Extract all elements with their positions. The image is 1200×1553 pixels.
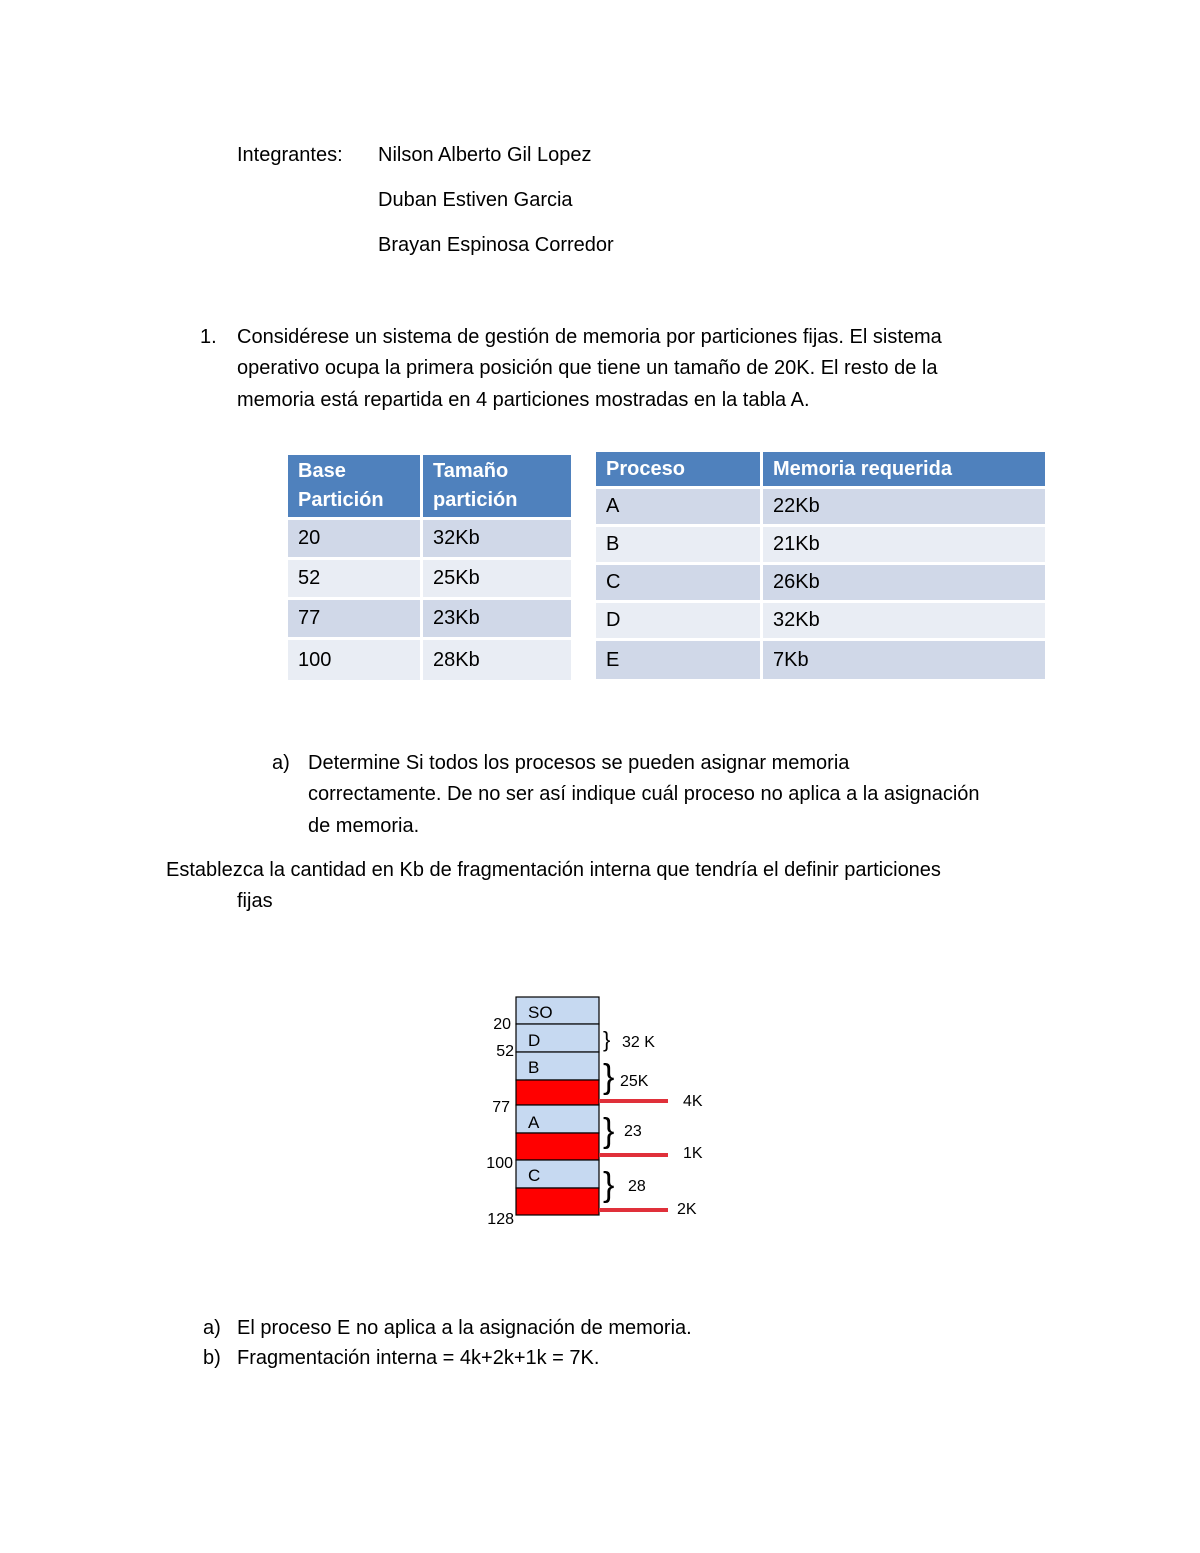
question-number: 1. — [200, 326, 217, 348]
fragment-block — [516, 1188, 599, 1215]
table-row — [596, 565, 1045, 603]
table-cell: 25Kb — [423, 560, 571, 600]
table-cell: 100 — [288, 640, 423, 680]
table-cell: 21Kb — [763, 527, 1045, 565]
address-label: 100 — [486, 1155, 513, 1172]
table-cell: 22Kb — [763, 489, 1045, 527]
question-text-line: operativo ocupa la primera posición que tiene un tamaño de 20K. El resto de la — [237, 357, 938, 379]
block-label: SO — [528, 1003, 553, 1022]
table-cell: D — [596, 603, 763, 641]
brace-label: 25K — [620, 1073, 649, 1090]
fragment-block — [516, 1080, 599, 1105]
subquestion-text-line: Determine Si todos los procesos se pueden asignar memoria — [308, 752, 850, 774]
answer-marker: b) — [203, 1347, 221, 1369]
table-cell: 32Kb — [423, 520, 571, 560]
column-header: Base Partición — [288, 455, 423, 520]
table-cell: 77 — [288, 600, 423, 640]
table-row — [288, 640, 571, 680]
table-row — [288, 600, 571, 640]
column-header: Memoria requerida — [763, 452, 1045, 489]
question-text-line: memoria está repartida en 4 particiones mostradas en la tabla A. — [237, 389, 810, 411]
table-row — [596, 641, 1045, 679]
table-cell: 28Kb — [423, 640, 571, 680]
subquestion-text-line: correctamente. De no ser así indique cuál proceso no aplica a la asignación — [308, 783, 980, 805]
brace-label: 28 — [628, 1178, 646, 1195]
table-cell: A — [596, 489, 763, 527]
subquestion-text-line: Establezca la cantidad en Kb de fragmentación interna que tendría el definir particiones — [166, 859, 941, 881]
table-row — [288, 520, 571, 560]
table-cell: 26Kb — [763, 565, 1045, 603]
table-cell: C — [596, 565, 763, 603]
address-label: 128 — [487, 1211, 514, 1228]
table-row — [596, 603, 1045, 641]
brace-label: 23 — [624, 1123, 642, 1140]
memory-diagram — [470, 985, 730, 1235]
partitions-table — [288, 455, 571, 680]
brace-icon: } — [603, 1058, 615, 1096]
table-cell: 52 — [288, 560, 423, 600]
table-cell: B — [596, 527, 763, 565]
processes-table — [596, 452, 1045, 679]
table-cell: 23Kb — [423, 600, 571, 640]
block-label: B — [528, 1058, 540, 1077]
fragment-label: 1K — [683, 1145, 703, 1162]
address-label: 77 — [492, 1099, 510, 1116]
brace-icon: } — [603, 1166, 615, 1204]
column-header: Tamaño partición — [423, 455, 571, 520]
subquestion-text-line: fijas — [237, 890, 273, 912]
block-label: C — [528, 1166, 541, 1185]
table-row — [288, 560, 571, 600]
address-label: 52 — [496, 1043, 514, 1060]
subquestion-text-line: de memoria. — [308, 815, 420, 837]
brace-icon: } — [603, 1027, 611, 1052]
fragment-label: 2K — [677, 1201, 697, 1218]
answer-marker: a) — [203, 1317, 221, 1339]
address-label: 20 — [493, 1016, 511, 1033]
fragment-block — [516, 1133, 599, 1160]
member-name: Nilson Alberto Gil Lopez — [378, 144, 592, 166]
table-cell: 32Kb — [763, 603, 1045, 641]
subquestion-marker: a) — [272, 752, 290, 774]
answer-text: El proceso E no aplica a la asignación de memoria. — [237, 1317, 692, 1339]
fragment-label: 4K — [683, 1093, 703, 1110]
brace-icon: } — [603, 1112, 615, 1150]
block-label: A — [528, 1113, 540, 1132]
table-cell: 7Kb — [763, 641, 1045, 679]
table-row — [596, 489, 1045, 527]
column-header: Proceso — [596, 452, 763, 489]
answer-text: Fragmentación interna = 4k+2k+1k = 7K. — [237, 1347, 600, 1369]
question-text-line: Considérese un sistema de gestión de memoria por particiones fijas. El sistema — [237, 326, 942, 348]
table-cell: 20 — [288, 520, 423, 560]
member-name: Brayan Espinosa Corredor — [378, 234, 614, 256]
table-row — [596, 527, 1045, 565]
block-label: D — [528, 1031, 541, 1050]
table-cell: E — [596, 641, 763, 679]
member-name: Duban Estiven Garcia — [378, 189, 573, 211]
brace-label: 32 K — [622, 1034, 655, 1051]
members-label: Integrantes: — [237, 144, 343, 166]
